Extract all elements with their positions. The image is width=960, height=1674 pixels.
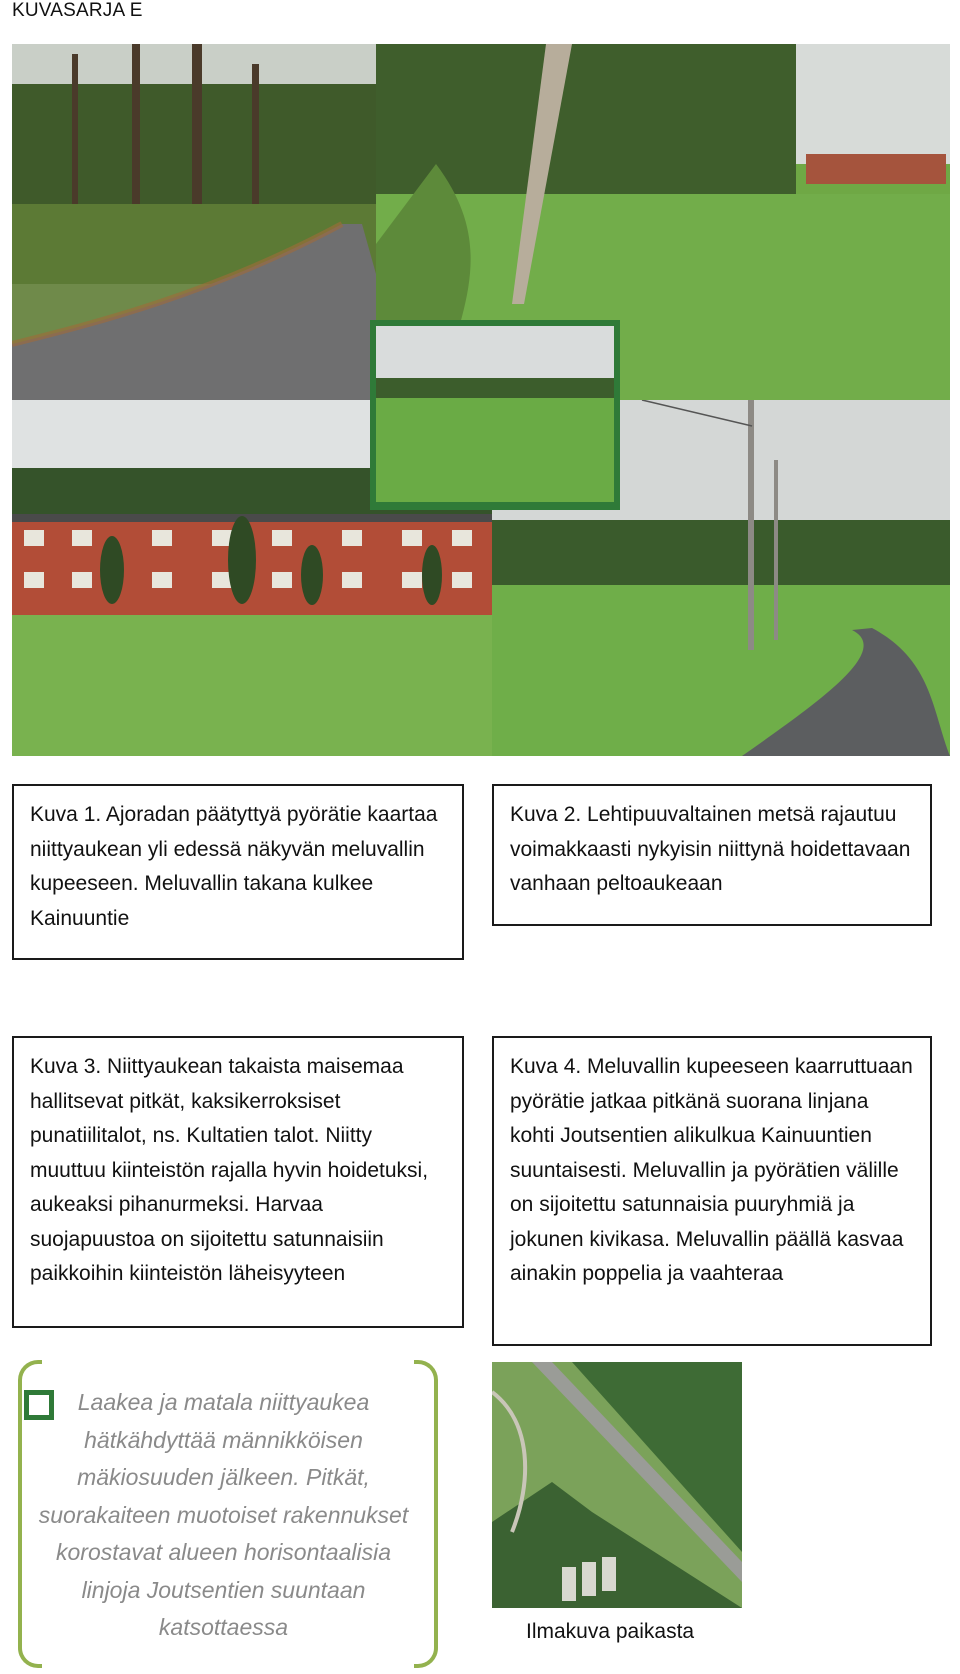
aerial-photo-icon [492,1362,742,1608]
caption-kuva-1: Kuva 1. Ajoradan päätyttyä pyörätie kaartaa niittyaukean yli edessä näkyvän meluvallin kupeeseen. Meluvallin takana kulkee Kainuuntie [12,784,464,960]
caption-kuva-4: Kuva 4. Meluvallin kupeeseen kaarruttuaan pyörätie jatkaa pitkänä suorana linjana kohti Joutsentien alikulkua Kainuuntien suuntaisesti. Meluvallin ja pyörätien välille on sijoitettu satunnaisia puuryhmiä ja jokunen kivikasa. Meluvallin päällä kasvaa ainakin poppelia ja vaahteraa [492,1036,932,1346]
photo-meadow-inset [370,320,620,510]
path-forest-photo-icon [12,44,376,400]
quote-right-bracket [414,1360,438,1668]
page-title: KUVASARJA E [12,0,143,21]
photo-path-forest [12,44,376,400]
aerial-caption: Ilmakuva paikasta [526,1620,695,1643]
pull-quote: Laakea ja matala niittyaukea hätkähdyttää männikköisen mäkiosuuden jälkeen. Pitkät, suorakaiteen muotoiset rakennukset korostavat alueen horisontaalisia linjoja Joutsentien suuntaan katsottaessa [38,1389,409,1640]
aerial-photo [492,1362,742,1608]
caption-kuva-2: Kuva 2. Lehtipuuvaltainen metsä rajautuu voimakkaasti nykyisin niittynä hoidettavaan vanhaan peltoaukeaan [492,784,932,926]
caption-kuva-3: Kuva 3. Niittyaukean takaista maisemaa hallitsevat pitkät, kaksikerroksiset punatiilitalot, ns. Kultatien talot. Niitty muuttuu kiinteistön rajalla hyvin hoidetuksi, aukeaksi pihanurmeksi. Harvaa suojapuustoa on sijoitettu satunnaisiin paikkoihin kiinteistön läheisyyteen [12,1036,464,1328]
meadow-inset-photo-icon [376,326,614,502]
